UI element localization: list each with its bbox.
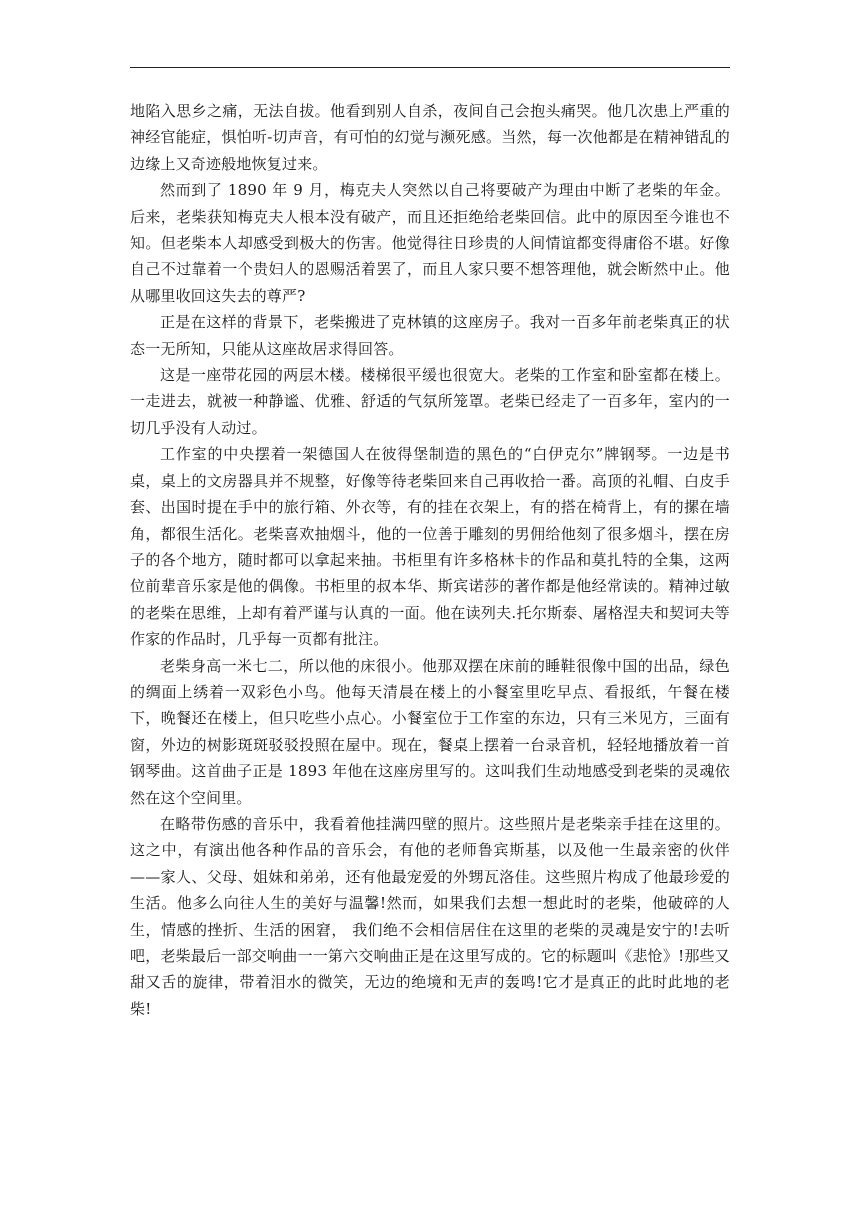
paragraph-1: 地陷入思乡之痛，无法自拔。他看到别人自杀，夜间自己会抱头痛哭。他几次患上严重的神经官能症，惧怕听-切声音，有可怕的幻觉与濒死感。当然，每一次他都是在精神错乱的边缘上又奇迹般地恢复过来。 — [130, 102, 730, 173]
header-rule — [130, 67, 730, 68]
paragraph-7: 在略带伤感的音乐中，我看着他挂满四壁的照片。这些照片是老柴亲手挂在这里的。这之中，有演出他各种作品的音乐会，有他的老师鲁宾斯基，以及他一生最亲密的伙伴——家人、父母、姐妹和弟弟，还有他最宠爱的外甥瓦洛佳。这些照片构成了他最珍爱的生活。他多么向往人生的美好与温馨!然而，如果我们去想一想此时的老柴，他破碎的人生，情感的挫折、生活的困窘， 我们绝不会相信居住在这里的老柴的灵魂是安宁的!去听吧，老柴最后一部交响曲一一第六交响曲正是在这里写成的。它的标题叫《悲怆》!那些又甜又舌的旋律，带着泪水的微笑，无边的绝境和无声的轰鸣!它才是真正的此时此地的老柴! — [130, 814, 730, 1018]
paragraph-5: 工作室的中央摆着一架德国人在彼得堡制造的黑色的“白伊克尔”牌钢琴。一边是书桌，桌上的文房器具并不规整，好像等待老柴回来自己再收拾一番。高顶的礼帽、白皮手套、出国时提在手中的旅行箱、外衣等，有的挂在衣架上，有的搭在椅背上，有的摞在墙角，都很生活化。老柴喜欢抽烟斗，他的一位善于雕刻的男佣给他刻了很多烟斗，摆在房子的各个地方，随时都可以拿起来抽。书柜里有许多格林卡的作品和莫扎特的全集，这两位前辈音乐家是他的偶像。书柜里的叔本华、斯宾诺莎的著作都是他经常读的。精神过敏的老柴在思维，上却有着严谨与认真的一面。他在读列夫.托尔斯泰、屠格涅夫和契诃夫等作家的作品时，几乎每一页都有批注。 — [130, 445, 730, 649]
paragraph-3: 正是在这样的背景下，老柴搬进了克林镇的这座房子。我对一百多年前老柴真正的状态一无所知，只能从这座故居求得回答。 — [130, 313, 730, 358]
paragraph-4: 这是一座带花园的两层木楼。楼梯很平缓也很宽大。老柴的工作室和卧室都在楼上。一走进去，就被一种静谧、优雅、舒适的气氛所笼罩。老柴已经走了一百多年，室内的一切几乎没有人动过。 — [130, 366, 730, 437]
paragraph-2: 然而到了 1890 年 9 月，梅克夫人突然以自己将要破产为理由中断了老柴的年金。后来，老柴获知梅克夫人根本没有破产，而且还拒绝给老柴回信。此中的原因至今谁也不知。但老柴本人却感受到极大的伤害。他觉得往日珍贵的人间情谊都变得庸俗不堪。好像自己不过靠着一个贵妇人的恩赐活着罢了，而且人家只要不想答理他，就会断然中止。他从哪里收回这失去的尊严? — [130, 181, 730, 305]
paragraph-6: 老柴身高一米七二，所以他的床很小。他那双摆在床前的睡鞋很像中国的出品，绿色的绸面上绣着一双彩色小鸟。他每天清晨在楼上的小餐室里吃早点、看报纸，午餐在楼下，晚餐还在楼上，但只吃些小点心。小餐室位于工作室的东边，只有三米见方，三面有窗，外边的树影斑斑驳驳投照在屋中。现在，餐桌上摆着一台录音机，轻轻地播放着一首钢琴曲。这首曲子正是 1893 年他在这座房里写的。这叫我们生动地感受到老柴的灵魂依然在这个空间里。 — [130, 656, 730, 807]
article-body — [130, 98, 730, 1022]
